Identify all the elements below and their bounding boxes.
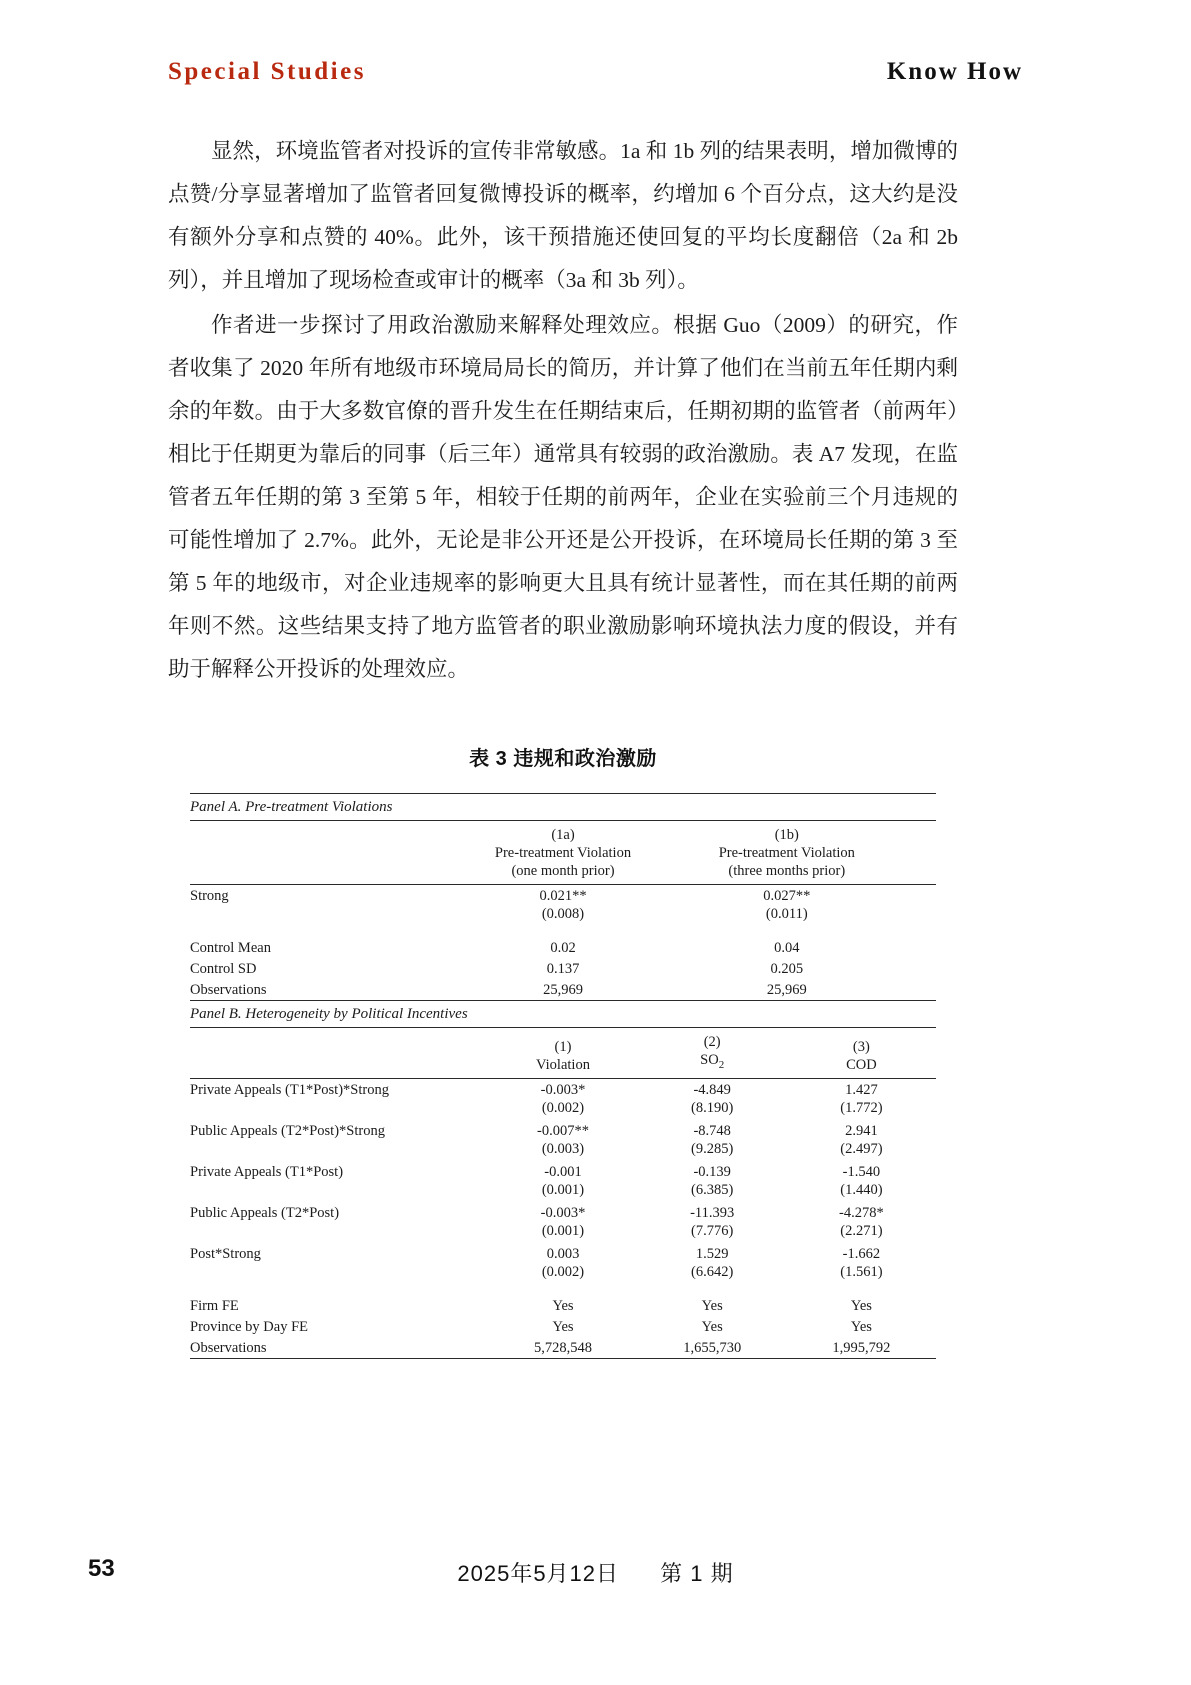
table-row: [190, 1078, 936, 1100]
table-row: [190, 1243, 936, 1264]
col-line2: Pre-treatment Violation: [718, 845, 855, 861]
se-r0-c1: (8.190): [691, 1099, 734, 1116]
cell-control-mean-1b: 0.04: [774, 940, 800, 956]
se-r4-c0: (0.002): [541, 1263, 585, 1280]
table-row: [190, 1161, 936, 1182]
table-row: [190, 937, 936, 958]
cell-r3-c2: -4.278*: [839, 1204, 884, 1221]
cell-r4-c0: 0.003: [546, 1245, 580, 1262]
cell-observations-c2: 1,995,792: [787, 1337, 936, 1359]
panel-b-col-3: [787, 1028, 936, 1078]
row-label-observations-b: Observations: [190, 1337, 488, 1359]
cell-r2-c0: -0.001: [544, 1163, 582, 1180]
se-r3-c1: (7.776): [691, 1222, 734, 1239]
se-r1-c2: (2.497): [840, 1140, 883, 1157]
col-line2: COD: [846, 1056, 877, 1073]
col-id: (1a): [551, 827, 575, 843]
col-id: (2): [703, 1034, 721, 1050]
table-row: [190, 1202, 936, 1223]
row-spacer: [190, 1284, 936, 1295]
regression-table: [190, 793, 936, 1359]
cell-r4-c1: 1.529: [695, 1245, 729, 1262]
panel-a-header-row: [190, 821, 936, 885]
row-label-province-day-fe: Province by Day FE: [190, 1318, 308, 1335]
cell-r3-c0: -0.003*: [540, 1204, 586, 1221]
row-label-firm-fe: Firm FE: [190, 1297, 239, 1314]
table-row: [190, 1120, 936, 1141]
cell-r2-c2: -1.540: [842, 1163, 881, 1180]
se-r2-c2: (1.440): [840, 1181, 883, 1198]
table-row-se: [190, 1223, 936, 1243]
panel-a-col-1a: [488, 821, 637, 885]
cell-r0-c1: -4.849: [693, 1081, 731, 1098]
article-body: [168, 130, 958, 693]
table-figure: [168, 742, 958, 1359]
panel-b-title-row: [190, 1001, 936, 1028]
row-label-strong: Strong: [190, 888, 229, 904]
se-r4-c2: (1.561): [840, 1263, 883, 1280]
col-line3: (three months prior): [728, 863, 846, 879]
table-row: [190, 958, 936, 979]
page-number: 53: [88, 1555, 115, 1582]
cell-r4-c2: -1.662: [842, 1245, 881, 1262]
cell-strong-1a: 0.021**: [539, 888, 587, 904]
page-footer: [0, 1555, 1191, 1589]
se-r2-c0: (0.001): [541, 1181, 585, 1198]
cell-r1-c1: -8.748: [693, 1122, 731, 1139]
table-row-se: [190, 1100, 936, 1120]
col-line2: Violation: [536, 1056, 590, 1073]
panel-a-title: Panel A. Pre-treatment Violations: [190, 794, 936, 821]
se-r1-c1: (9.285): [691, 1140, 734, 1157]
row-label-public-appeals-strong: Public Appeals (T2*Post)*Strong: [190, 1122, 385, 1139]
cell-control-sd-1b: 0.205: [770, 961, 804, 977]
col-line3: (one month prior): [511, 863, 615, 879]
cell-r0-c2: 1.427: [845, 1081, 878, 1098]
cell-r0-c0: -0.003*: [540, 1081, 586, 1098]
table-row: [190, 1316, 936, 1337]
row-label-public-appeals: Public Appeals (T2*Post): [190, 1204, 340, 1221]
se-r0-c0: (0.002): [541, 1099, 585, 1116]
table-row: [190, 979, 936, 1001]
footer-issue: 第 1 期: [660, 1561, 734, 1586]
row-label-control-sd: Control SD: [190, 961, 257, 977]
se-strong-1a: (0.008): [541, 906, 585, 922]
row-label-observations-a: Observations: [190, 979, 488, 1001]
col-id: (1): [554, 1038, 572, 1055]
paragraph-1: 显然，环境监管者对投诉的宣传非常敏感。1a 和 1b 列的结果表明，增加微博的点赞/分享显著增加了监管者回复微博投诉的概率，约增加 6 个百分点，这大约是没有额外分享和点赞的 40%。此外，该干预措施还使回复的平均长度翻倍（2a 和 2b 列），并且增加了现场检查或审计的概率（3a 和 3b 列）。: [168, 139, 958, 292]
cell-control-mean-1a: 0.02: [550, 940, 576, 956]
cell-control-sd-1a: 0.137: [546, 961, 580, 977]
se-r0-c2: (1.772): [840, 1099, 883, 1116]
table-row: [190, 885, 936, 907]
col-id: (3): [852, 1038, 870, 1055]
cell-observations-1a: 25,969: [488, 979, 637, 1001]
col-line2: $SO_2$: [700, 1052, 725, 1071]
cell-firm-fe-c2: Yes: [850, 1297, 872, 1314]
cell-observations-c0: 5,728,548: [488, 1337, 637, 1359]
header-section-title: Special Studies: [168, 58, 366, 85]
se-r1-c0: (0.003): [541, 1140, 585, 1157]
footer-date: 2025年5月12日: [457, 1561, 620, 1586]
cell-province-fe-c2: Yes: [850, 1318, 872, 1335]
panel-a-col-1b: [638, 821, 936, 885]
se-strong-1b: (0.011): [765, 906, 808, 922]
table-row: [190, 1337, 936, 1359]
cell-r2-c1: -0.139: [693, 1163, 731, 1180]
cell-r1-c0: -0.007**: [537, 1122, 589, 1139]
se-r3-c2: (2.271): [840, 1222, 883, 1239]
row-label-private-appeals: Private Appeals (T1*Post): [190, 1163, 344, 1180]
cell-strong-1b: 0.027**: [763, 888, 811, 904]
se-r2-c1: (6.385): [691, 1181, 734, 1198]
panel-b-title: Panel B. Heterogeneity by Political Incentives: [190, 1001, 936, 1028]
footer-center: [0, 1557, 1191, 1588]
table-row-se: [190, 1182, 936, 1202]
panel-b-col-2: [638, 1028, 787, 1078]
se-r4-c1: (6.642): [691, 1263, 734, 1280]
table-row-se: [190, 1264, 936, 1284]
row-spacer: [190, 926, 936, 937]
row-label-post-strong: Post*Strong: [190, 1245, 261, 1262]
table-caption: 表 3 违规和政治激励: [469, 748, 657, 770]
col-id: (1b): [774, 827, 799, 843]
table-row-se: [190, 1141, 936, 1161]
cell-observations-1b: 25,969: [638, 979, 936, 1001]
cell-firm-fe-c0: Yes: [552, 1297, 574, 1314]
table-row-se: [190, 906, 936, 926]
row-label-control-mean: Control Mean: [190, 940, 271, 956]
panel-b-header-row: [190, 1028, 936, 1078]
table-image-area: [168, 793, 958, 1359]
cell-province-fe-c1: Yes: [701, 1318, 723, 1335]
row-label-private-appeals-strong: Private Appeals (T1*Post)*Strong: [190, 1081, 389, 1098]
col-line2: Pre-treatment Violation: [494, 845, 632, 861]
panel-a-title-row: [190, 794, 936, 821]
paragraph-2: 作者进一步探讨了用政治激励来解释处理效应。根据 Guo（2009）的研究，作者收集了 2020 年所有地级市环境局局长的简历，并计算了他们在当前五年任期内剩余的年数。由于大多数官僚的晋升发生在任期结束后，任期初期的监管者（前两年）相比于任期更为靠后的同事（后三年）通常具有较弱的政治激励。表 A7 发现，在监管者五年任期的第 3 至第 5 年，相较于任期的前两年，企业在实验前三个月违规的可能性增加了 2.7%。此外，无论是非公开还是公开投诉，在环境局长任期的第 3 至第 5 年的地级市，对企业违规率的影响更大且具有统计显著性，而在其任期的前两年则不然。这些结果支持了地方监管者的职业激励影响环境执法力度的假设，并有助于解释公开投诉的处理效应。: [168, 313, 958, 681]
cell-r1-c2: 2.941: [845, 1122, 878, 1139]
table-row: [190, 1295, 936, 1316]
cell-r3-c1: -11.393: [690, 1204, 735, 1221]
panel-b-col-1: [488, 1028, 637, 1078]
page-header: [168, 52, 1023, 92]
se-r3-c0: (0.001): [541, 1222, 585, 1239]
header-column-title: Know How: [886, 58, 1023, 85]
cell-province-fe-c0: Yes: [552, 1318, 574, 1335]
cell-observations-c1: 1,655,730: [638, 1337, 787, 1359]
cell-firm-fe-c1: Yes: [701, 1297, 723, 1314]
